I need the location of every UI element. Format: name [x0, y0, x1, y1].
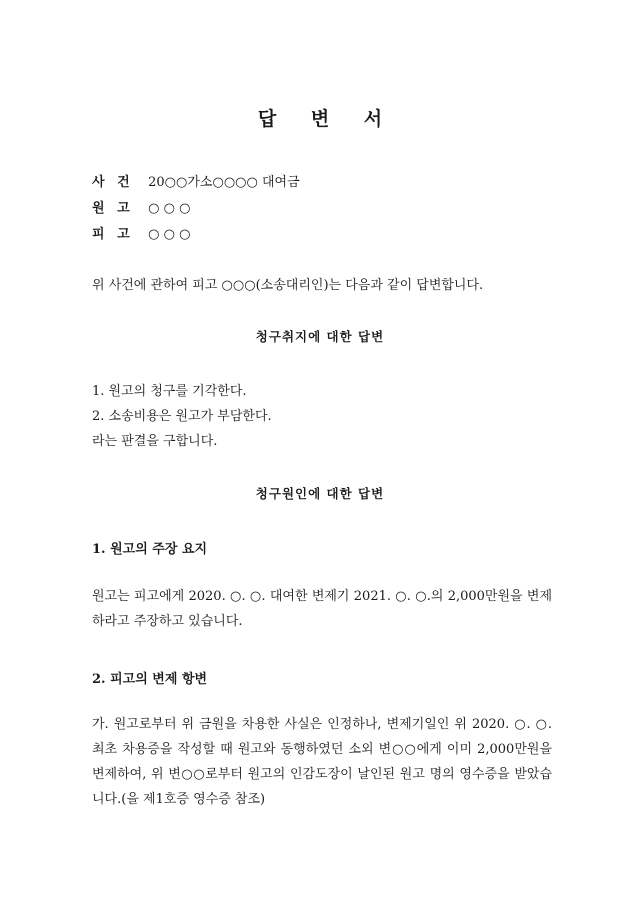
defendant-row [92, 223, 190, 242]
intro-paragraph: 위 사건에 관하여 피고 ○○○(소송대리인)는 다음과 같이 답변합니다. [92, 278, 484, 293]
document-title: 답 변 서 [257, 108, 397, 130]
section-heading-cause: 청구원인에 대한 답변 [255, 486, 385, 501]
plaintiff-row [92, 197, 190, 216]
subsection-title-2: 2. 피고의 변제 항변 [92, 672, 208, 687]
plaintiff-label: 원 고 [92, 201, 134, 216]
plaintiff-value: ○ ○ ○ [148, 201, 191, 216]
claim-item-2: 2. 소송비용은 원고가 부담한다. [92, 409, 272, 424]
defendant-label: 피 고 [92, 227, 134, 242]
case-label: 사 건 [92, 175, 134, 190]
defendant-value: ○ ○ ○ [148, 227, 191, 242]
case-row [92, 171, 300, 190]
subsection-text-1: 원고는 피고에게 2020. ○. ○. 대여한 변제기 2021. ○. ○.의 2,000만원을 변제하라고 주장하고 있습니다. [92, 589, 552, 629]
claim-item-3: 라는 판결을 구합니다. [92, 434, 218, 449]
claim-item-1: 1. 원고의 청구를 기각한다. [92, 384, 247, 399]
subsection-text-2: 가. 원고로부터 위 금원을 차용한 사실은 인정하나, 변제기일인 위 2020. ○. ○. 최초 차용증을 작성할 때 원고와 동행하였던 소외 변○○에게 이미 2,000만원을 변제하여, 위 변○○로부터 원고의 인감도장이 날인된 원고 명의 영수증을 받았습니다.(을 제1호증 영수증 참조) [92, 717, 552, 807]
section-heading-claim: 청구취지에 대한 답변 [255, 329, 385, 344]
subsection-title-1: 1. 원고의 주장 요지 [92, 542, 208, 557]
case-value: 20○○가소○○○○ 대여금 [148, 175, 300, 190]
